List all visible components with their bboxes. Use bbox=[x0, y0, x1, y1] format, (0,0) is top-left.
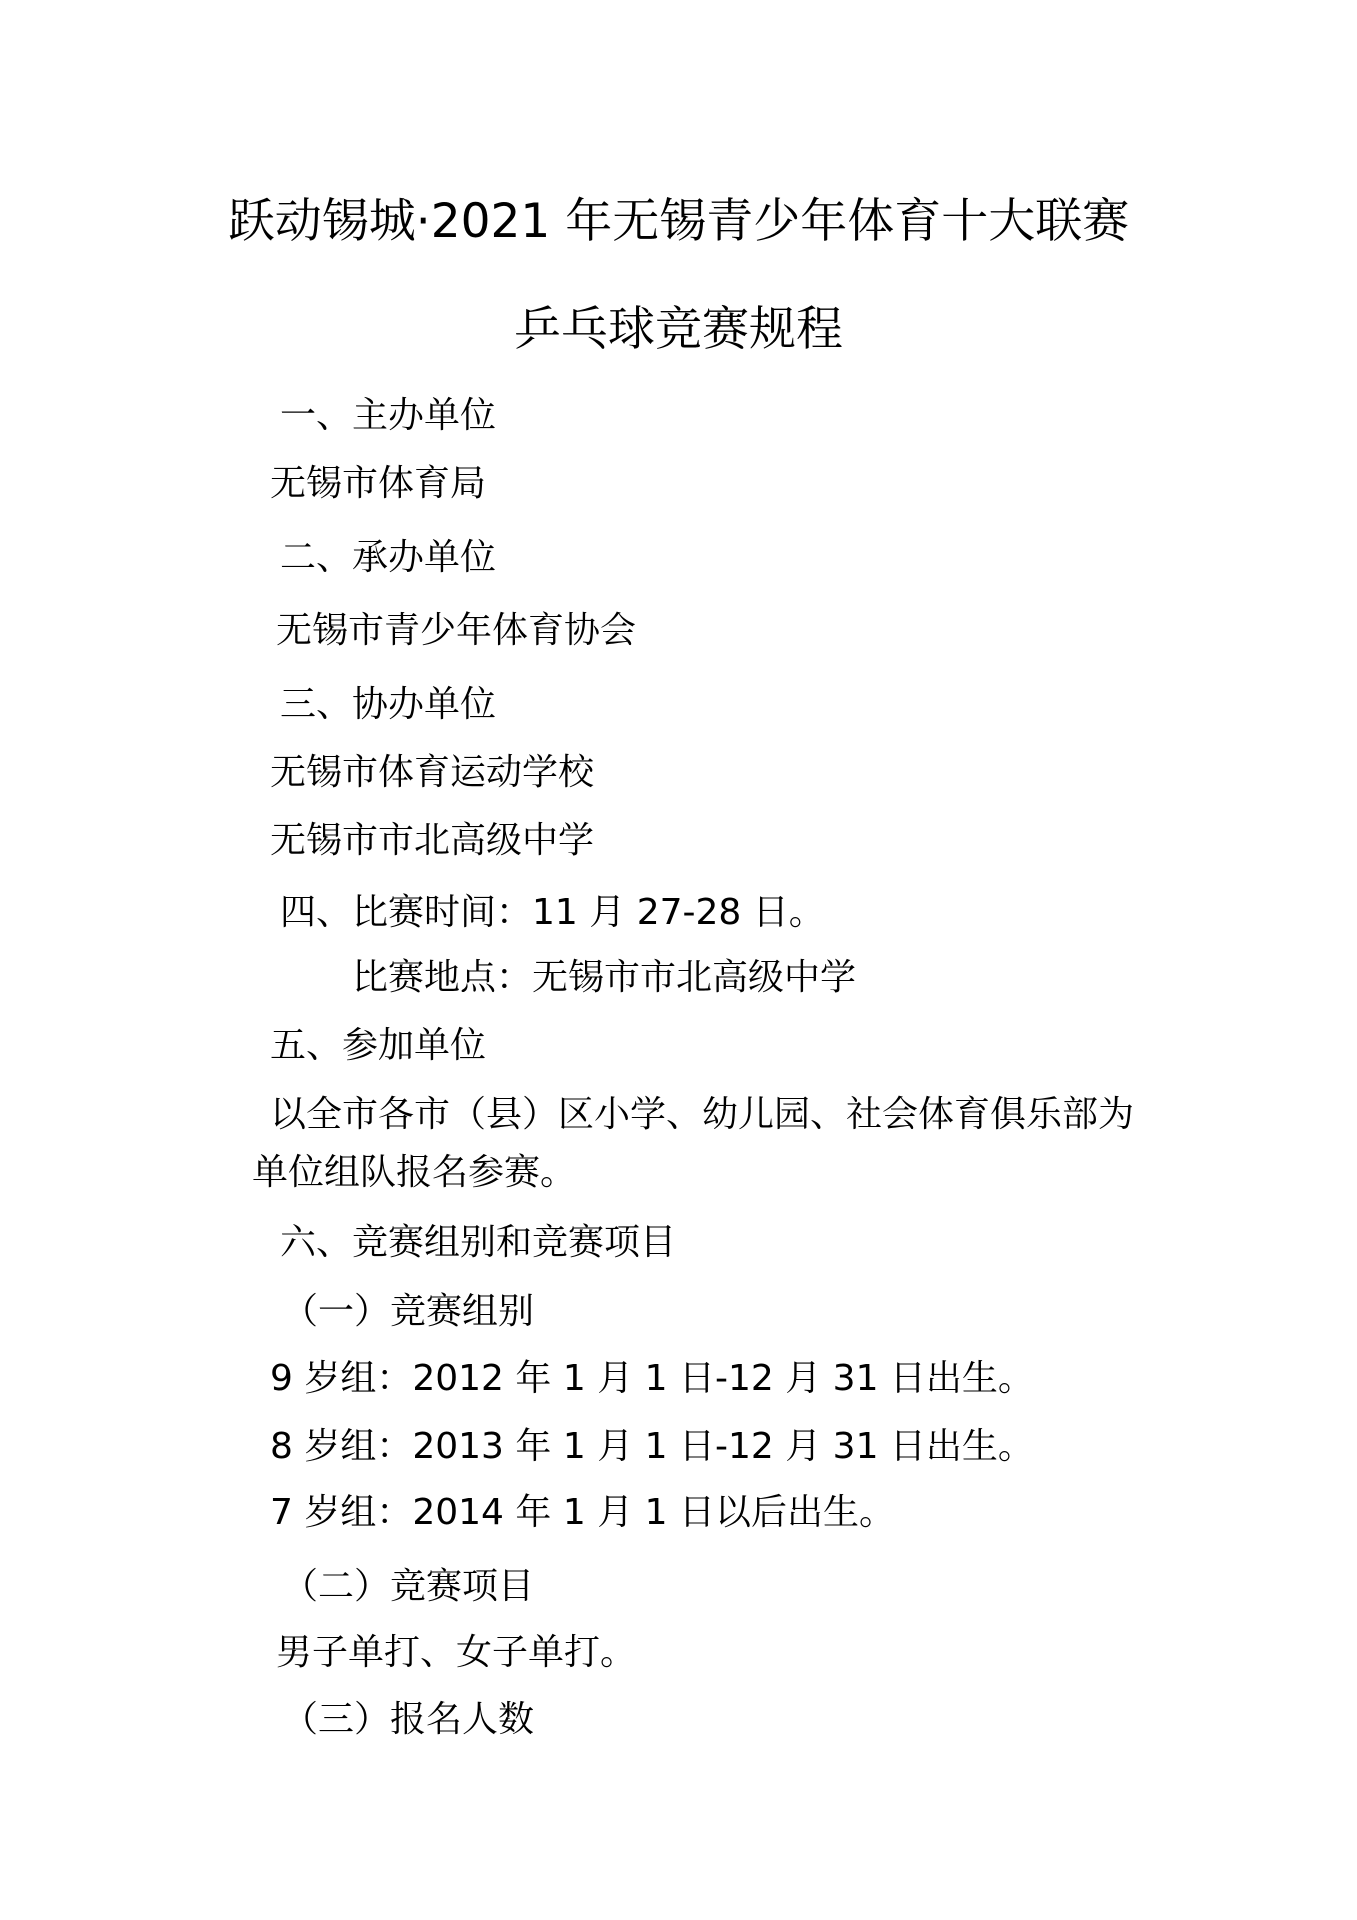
group-age-9: 9 岁组：2012 年 1 月 1 日-12 月 31 日出生。 bbox=[270, 1358, 1034, 1399]
document-title-line2: 乒乓球竞赛规程 bbox=[514, 302, 843, 357]
section-groups-events-heading: 六、竞赛组别和竞赛项目 bbox=[280, 1222, 677, 1263]
subsection-events-heading: （二）竞赛项目 bbox=[282, 1566, 535, 1607]
subsection-groups-heading: （一）竞赛组别 bbox=[282, 1291, 535, 1332]
group-age-8: 8 岁组：2013 年 1 月 1 日-12 月 31 日出生。 bbox=[270, 1426, 1034, 1467]
section-undertaker-heading: 二、承办单位 bbox=[280, 537, 497, 578]
document-title-line1: 跃动锡城·2021 年无锡青少年体育十大联赛 bbox=[227, 194, 1130, 249]
section-participants-content-2: 单位组队报名参赛。 bbox=[252, 1152, 577, 1193]
group-age-7: 7 岁组：2014 年 1 月 1 日以后出生。 bbox=[270, 1492, 895, 1533]
section-co-organizer-heading: 三、协办单位 bbox=[280, 684, 497, 725]
section-co-organizer-content-1: 无锡市体育运动学校 bbox=[270, 752, 595, 793]
section-participants-content-1: 以全市各市（县）区小学、幼儿园、社会体育俱乐部为 bbox=[270, 1094, 1135, 1135]
section-match-place: 比赛地点：无锡市市北高级中学 bbox=[352, 957, 857, 998]
section-co-organizer-content-2: 无锡市市北高级中学 bbox=[270, 820, 595, 861]
section-organizer-content: 无锡市体育局 bbox=[270, 463, 487, 504]
section-undertaker-content: 无锡市青少年体育协会 bbox=[276, 610, 637, 651]
section-match-time: 四、比赛时间：11 月 27-28 日。 bbox=[280, 892, 825, 933]
section-participants-heading: 五、参加单位 bbox=[270, 1025, 487, 1066]
section-organizer-heading: 一、主办单位 bbox=[280, 395, 497, 436]
subsection-entries-heading: （三）报名人数 bbox=[282, 1699, 535, 1740]
subsection-events-content: 男子单打、女子单打。 bbox=[276, 1632, 637, 1673]
